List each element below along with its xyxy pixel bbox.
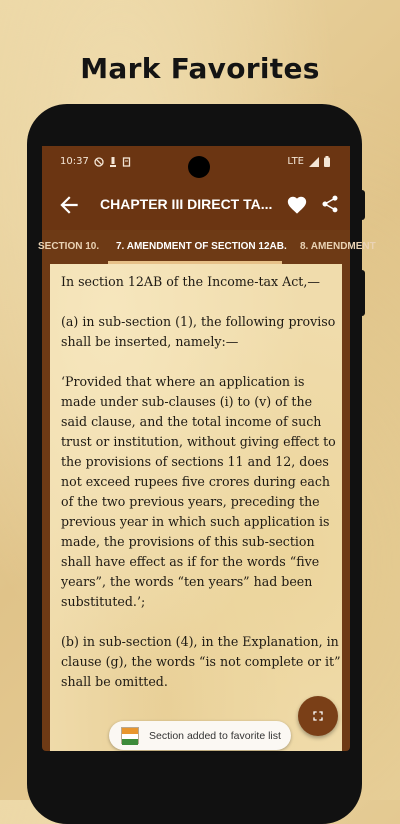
storage-icon xyxy=(122,157,131,167)
battery-icon xyxy=(324,156,330,167)
section-content xyxy=(50,264,342,751)
app-bar xyxy=(42,180,350,230)
status-network: LTE xyxy=(287,156,304,167)
favorite-toast xyxy=(109,721,291,750)
phone-screen xyxy=(38,146,376,751)
fullscreen-icon xyxy=(310,708,326,724)
finance-act-logo-icon xyxy=(121,727,139,744)
tab-amendment-12ab[interactable]: 7. AMENDMENT OF SECTION 12AB. xyxy=(116,241,287,252)
camera-cutout xyxy=(188,156,210,178)
dnd-icon xyxy=(94,157,104,167)
status-bar xyxy=(42,146,350,180)
tab-section-10[interactable]: SECTION 10. xyxy=(38,241,100,252)
section-tabs xyxy=(38,230,376,264)
phone-power-button xyxy=(360,270,365,316)
phone-volume-button xyxy=(360,190,365,220)
paragraph: ‘Provided that where an application is made under sub-clauses (i) to (v) of the said clause, and the total income of such trust or institution, without giving effect to the provisions of sections 11 and 12, does not exceed rupees five crores during each of the two previous years, preceding the previous year in which such application is made, the provisions of this sub-section shall have effect as if for the words “five years”, the words “ten years” had been substituted.’; xyxy=(61,374,336,609)
share-icon[interactable] xyxy=(320,194,340,214)
paragraph: (a) in sub-section (1), the following proviso shall be inserted, namely:— xyxy=(61,314,336,349)
arrow-back-icon[interactable] xyxy=(56,192,82,218)
toast-message: Section added to favorite list xyxy=(149,729,281,742)
paragraph: In section 12AB of the Income-tax Act,— xyxy=(61,274,320,289)
tab-amendment-8[interactable]: 8. AMENDMENT xyxy=(300,241,376,252)
status-time: 10:37 xyxy=(60,156,89,167)
paragraph: (b) in sub-section (4), in the Explanation, in clause (g), the words “is not complete or it” shall be omitted. xyxy=(61,634,341,689)
signal-icon xyxy=(309,157,319,167)
promo-heading: Mark Favorites xyxy=(80,52,320,85)
fullscreen-button[interactable] xyxy=(298,696,338,736)
chapter-title: CHAPTER III DIRECT TA... xyxy=(100,196,273,212)
section-text xyxy=(61,272,341,712)
notification-icon xyxy=(109,157,117,167)
heart-icon[interactable] xyxy=(286,194,308,216)
